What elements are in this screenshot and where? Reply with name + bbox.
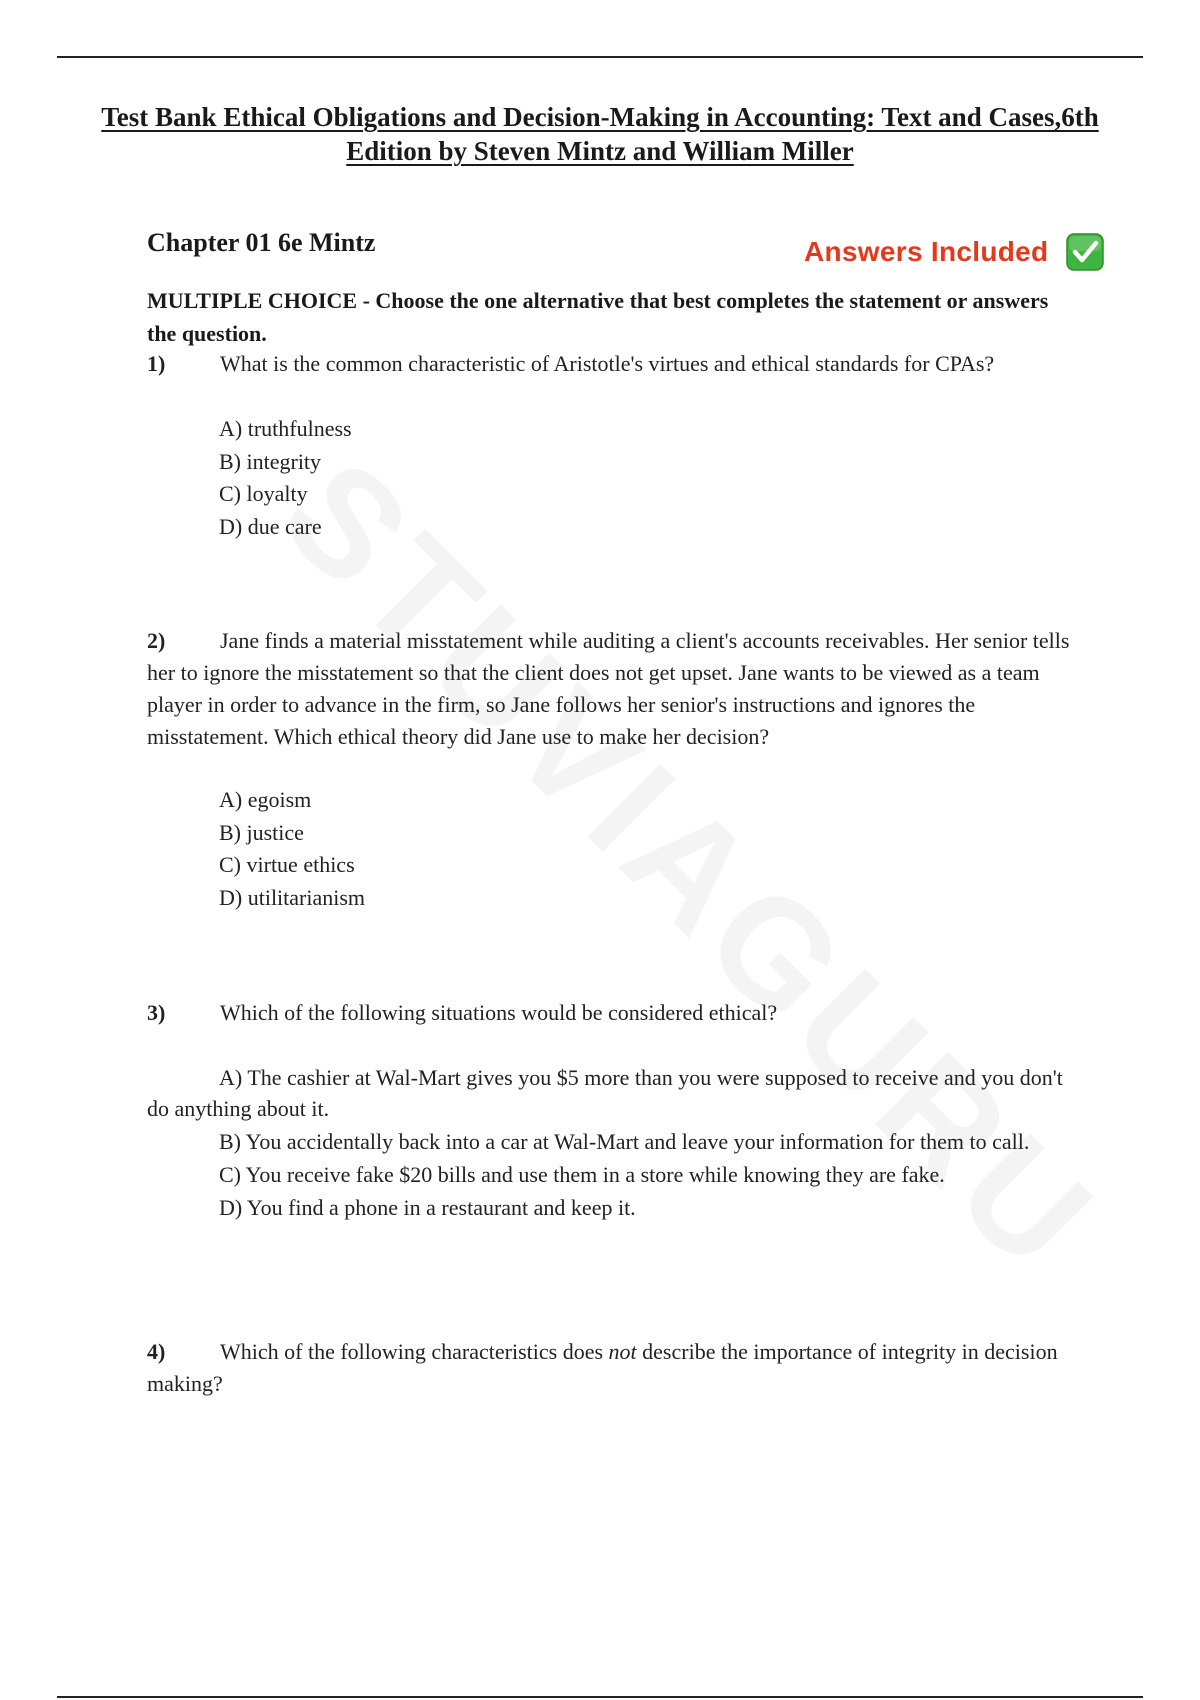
bottom-rule bbox=[57, 1696, 1143, 1698]
option-c: C) You receive fake $20 bills and use them in a store while knowing they are fake. bbox=[219, 1162, 945, 1187]
option-c: C) virtue ethics bbox=[219, 852, 355, 877]
question-text: Jane finds a material misstatement while auditing a client's accounts receivables. Her senior tells her to ignore the misstatement so that the client does not get upset. Jane wants to be viewed as a team player in order to advance in the firm, so Jane follows her senior's instructions and ignores the misstatement. Which ethical theory did Jane use to make her decision? bbox=[147, 628, 1070, 749]
question-1-options bbox=[219, 413, 352, 543]
option-a: A) The cashier at Wal-Mart gives you $5 more than you were supposed to receive and you don't do anything about it. bbox=[147, 1065, 1063, 1121]
question-2-options bbox=[219, 784, 365, 914]
question-number: 2) bbox=[147, 628, 166, 653]
question-1 bbox=[147, 348, 1087, 380]
option-d: D) You find a phone in a restaurant and keep it. bbox=[219, 1195, 636, 1220]
question-text-emphasis: not bbox=[608, 1339, 637, 1364]
option-b: B) You accidentally back into a car at Wal-Mart and leave your information for them to call. bbox=[219, 1129, 1030, 1154]
question-text-before: Which of the following characteristics does bbox=[220, 1339, 604, 1364]
option-d: D) utilitarianism bbox=[219, 884, 366, 910]
option-c: C) loyalty bbox=[219, 481, 308, 506]
section-heading: MULTIPLE CHOICE - Choose the one alternative that best completes the statement or answers the question. bbox=[147, 288, 1049, 346]
question-text: Which of the following situations would be considered ethical? bbox=[220, 1000, 778, 1025]
question-number: 1) bbox=[147, 351, 166, 376]
title-line-2: Edition by Steven Mintz and William Miller bbox=[346, 136, 854, 166]
question-4 bbox=[147, 1336, 1087, 1400]
question-3-options bbox=[147, 1062, 1087, 1225]
question-text-after: describe the importance of integrity in decision making? bbox=[147, 1339, 1058, 1396]
document-title bbox=[60, 100, 1140, 168]
question-3 bbox=[147, 997, 1087, 1029]
check-mark-icon bbox=[1066, 233, 1104, 271]
title-line-1: Test Bank Ethical Obligations and Decision-Making in Accounting: Text and Cases,6th bbox=[101, 102, 1099, 132]
question-2 bbox=[147, 625, 1087, 753]
option-d: D) due care bbox=[219, 513, 322, 539]
answers-included-badge bbox=[804, 233, 1104, 271]
answers-included-text: Answers Included bbox=[804, 236, 1049, 267]
question-number: 3) bbox=[147, 1000, 166, 1025]
top-rule bbox=[57, 56, 1143, 58]
question-text: What is the common characteristic of Aristotle's virtues and ethical standards for CPAs? bbox=[220, 351, 995, 376]
option-b: B) justice bbox=[219, 819, 304, 845]
option-b: B) integrity bbox=[219, 448, 322, 474]
option-a: A) egoism bbox=[219, 787, 312, 812]
chapter-heading: Chapter 01 6e Mintz bbox=[147, 228, 376, 257]
question-number: 4) bbox=[147, 1339, 166, 1364]
option-a: A) truthfulness bbox=[219, 416, 352, 441]
